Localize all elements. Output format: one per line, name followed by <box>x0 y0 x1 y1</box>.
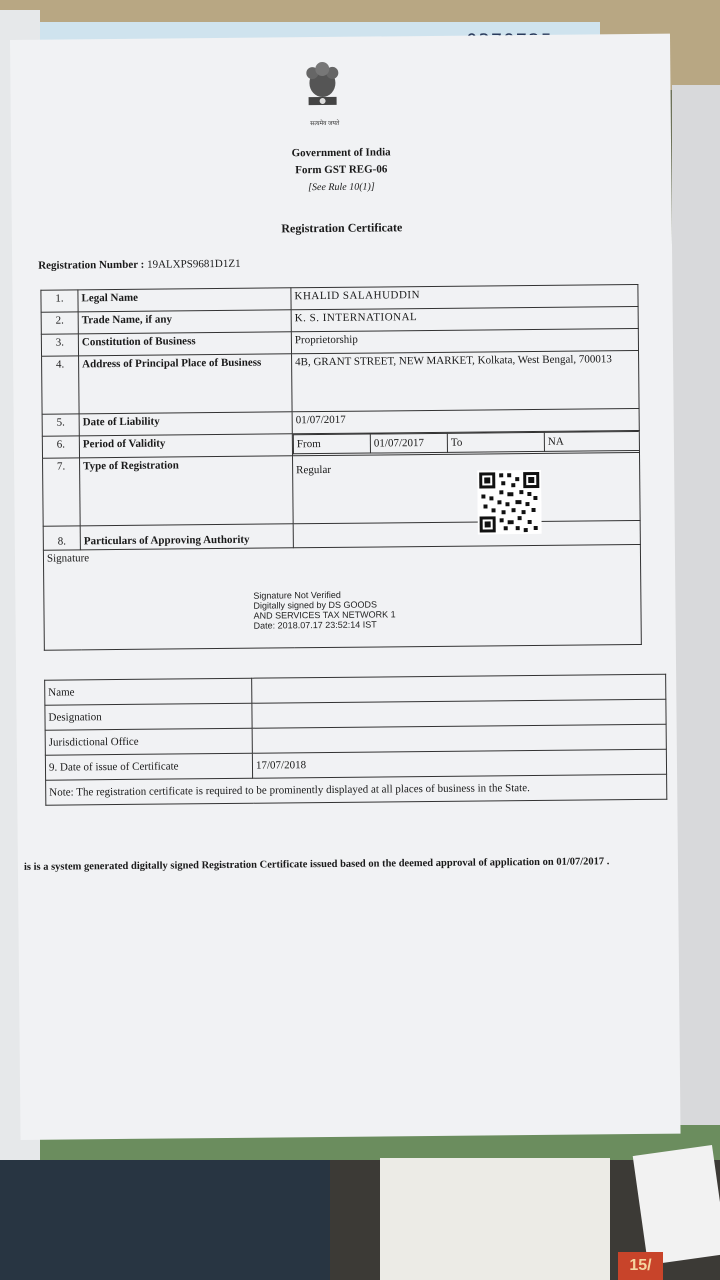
business-card <box>633 1145 720 1265</box>
row-label: Legal Name <box>78 288 291 312</box>
to-value: NA <box>544 431 639 451</box>
row-number: 3. <box>41 334 78 356</box>
row-value: K. S. INTERNATIONAL <box>291 306 638 331</box>
price-tag: 15/ <box>618 1252 663 1280</box>
government-heading: Government of India <box>291 146 391 160</box>
row-value: KHALID SALAHUDDIN <box>291 284 638 309</box>
office-label: Jurisdictional Office <box>45 728 252 755</box>
row-value: Regular <box>293 452 641 523</box>
row-label: Address of Principal Place of Business <box>79 354 293 414</box>
from-value: 01/07/2017 <box>370 433 447 453</box>
issue-date-value: 17/07/2018 <box>252 749 666 778</box>
validity-period <box>293 431 639 454</box>
row-number: 5. <box>42 414 79 436</box>
row-label: Constitution of Business <box>78 332 291 356</box>
emblem-motto: सत्यमेव जयते <box>310 120 340 128</box>
cloth-background <box>0 1160 330 1280</box>
certificate-title: Registration Certificate <box>281 220 403 236</box>
signature-signer: Digitally signed by DS GOODS <box>253 599 378 611</box>
row-number: 7. <box>43 458 81 526</box>
row-value: Proprietorship <box>291 328 638 353</box>
to-label: To <box>447 432 544 452</box>
authority-table <box>44 674 667 806</box>
row-number: 8. <box>43 526 80 550</box>
row-label: Trade Name, if any <box>78 310 291 334</box>
loose-paper <box>380 1158 610 1280</box>
display-note: Note: The registration certificate is required to be prominently displayed at all places of business in the State. <box>46 774 667 805</box>
row-label: Date of Liability <box>79 412 292 436</box>
row-value: 4B, GRANT STREET, NEW MARKET, Kolkata, West Bengal, 700013 <box>292 350 640 411</box>
row-number: 6. <box>42 436 79 458</box>
system-generated-footer: is is a system generated digitally signed Registration Certificate issued based on the deemed approval of application on 01/07/2017 . <box>23 856 610 873</box>
table-row <box>46 774 667 805</box>
issue-date-label: 9. Date of issue of Certificate <box>45 753 252 780</box>
digital-signature-block <box>253 589 395 630</box>
paper-stack-edge <box>672 85 720 1135</box>
signature-signer-cont: AND SERVICES TAX NETWORK 1 <box>253 609 396 621</box>
qr-code-icon <box>477 470 542 535</box>
national-emblem-icon <box>300 59 344 111</box>
designation-label: Designation <box>45 703 252 730</box>
form-heading: Form GST REG-06 <box>295 163 388 177</box>
signature-label: Signature <box>46 552 90 565</box>
table-row <box>42 350 640 414</box>
signature-date: Date: 2018.07.17 23:52:14 IST <box>253 619 377 631</box>
row-label: Particulars of Approving Authority <box>80 524 293 550</box>
registration-number <box>38 258 240 272</box>
row-number: 2. <box>41 312 78 334</box>
row-number: 4. <box>42 356 80 414</box>
rule-reference: [See Rule 10(1)] <box>308 181 375 194</box>
table-row <box>43 452 641 526</box>
certificate-page <box>10 34 681 1140</box>
row-number: 1. <box>41 290 78 312</box>
registration-number-value: 19ALXPS9681D1Z1 <box>146 257 241 271</box>
registration-number-label: Registration Number : <box>38 258 145 272</box>
from-label: From <box>293 434 370 454</box>
name-label: Name <box>45 678 252 705</box>
row-label: Type of Registration <box>80 456 294 526</box>
row-value: 01/07/2017 <box>292 408 639 433</box>
row-label: Period of Validity <box>79 434 292 458</box>
signature-status: Signature Not Verified <box>253 589 341 601</box>
